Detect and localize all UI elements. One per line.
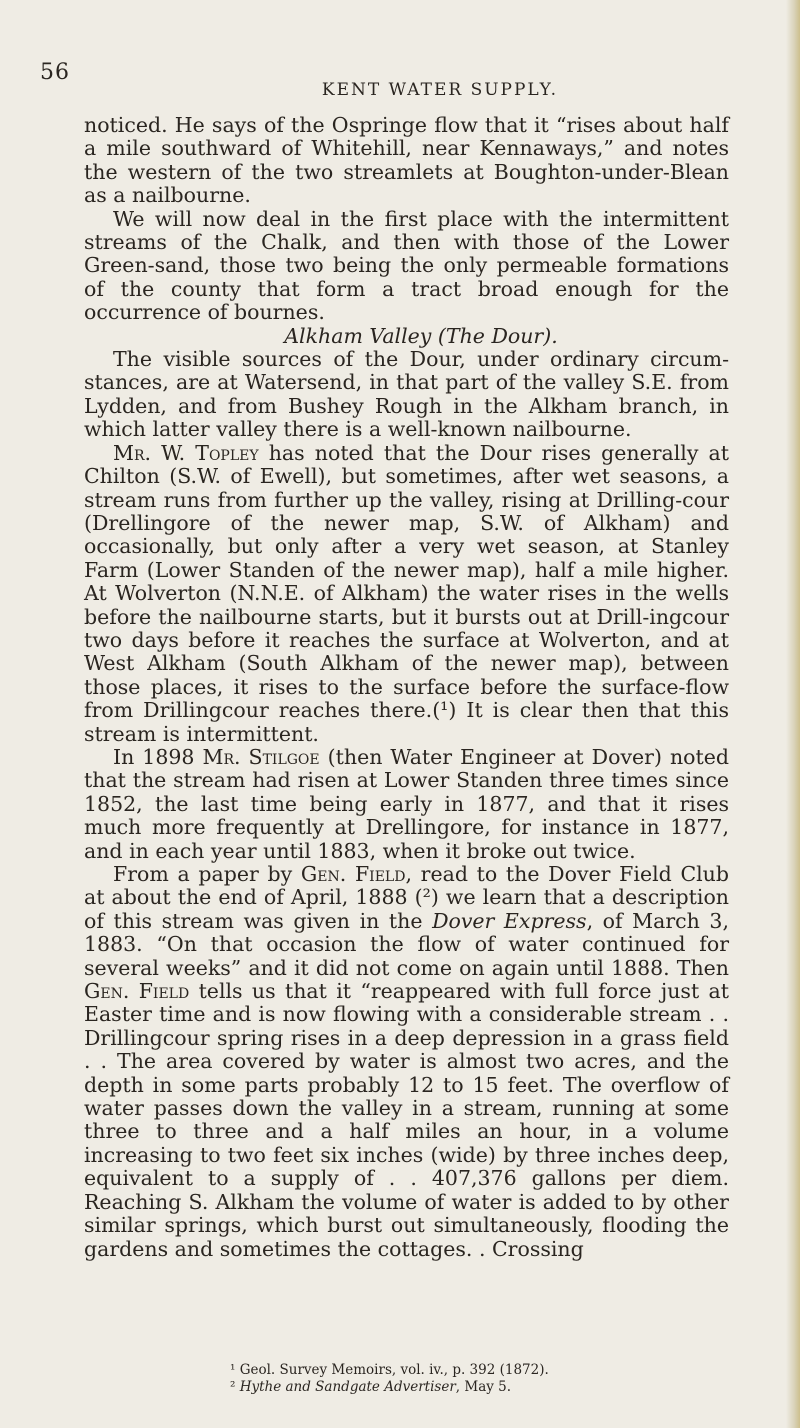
section-heading-place: Alkham Valley [284,323,432,348]
body-text [84,114,729,1261]
page-edge [786,0,800,1428]
paragraph: We will now deal in the first place with the intermittent streams of the Chalk, and then with those of the Lower Green-sand, those two being the only permeable formations of the county that form a tract broad enough for the occurrence of bournes. [84,206,729,325]
paragraph: From a paper by Gen. Field, read to the Dover Field Club at about the end of April, 1888 (²) we learn that a description of this stream was given in the Dover Express, of March 3, 1883. “On that occasion the flow of water continued for several weeks” and it did not come on again until 1888. Then Gen. Field tells us that it “reappeared with full force just at Easter time and is now flowing with a considerable stream . . Drillingcour spring rises in a deep depression in a grass field . . The area covered by water is almost two acres, and the depth in some parts probably 12 to 15 feet. The overflow of water passes down the valley in a stream, running at some three to three and a half miles an hour, in a volume increasing to two feet six inches (wide) by three inches deep, equivalent to a supply of . . 407,376 gallons per diem. Reaching S. Alkham the volume of water is added to by other similar springs, which burst out simultaneously, flooding the gardens and sometimes the cottages. . Crossing [84,862,730,1261]
paragraph: noticed. He says of the Ospringe flow that it “rises about half a mile southward of Whitehill, near Kennaways,” and notes the western of the two streamlets at Boughton-under-Blean as a nailbourne. [84,113,729,208]
page-number: 56 [40,60,70,85]
paragraph: Mr. W. Topley has noted that the Dour rises generally at Chilton (S.W. of Ewell), but sometimes, after wet seasons, a stream runs from further up the valley, rising at Drilling-cour (Drellingore of the newer map, S.W. of Alkham) and occasionally, but only after a very wet season, at Stanley Farm (Lower Standen of the newer map), half a mile higher. At Wolverton (N.N.E. of Alkham) the water rises in the wells before the nailbourne starts, but it bursts out at Drill-ingcour two days before it reaches the surface at Wolverton, and at West Alkham (South Alkham of the newer map), between those places, it rises to the surface before the surface-flow from Drillingcour reaches there.(¹) It is clear then that this stream is intermittent. [84,440,729,746]
newspaper-title: Dover Express [432,908,587,933]
person-name: Mr. Stilgoe [202,744,320,769]
paragraph: In 1898 Mr. Stilgoe (then Water Engineer at Dover) noted that the stream had risen at Lower Standen three times since 1852, the last time being early in 1877, and that it rises much more frequently at Drellingore, for instance in 1877, and in each year until 1883, when it broke out twice. [84,744,729,863]
footnote-1: ¹ Geol. Survey Memoirs, vol. iv., p. 392 (1872). [230,1362,549,1378]
person-name: Gen. Field [300,862,406,886]
footnotes [230,1362,730,1396]
footnote-ref: (²) [414,885,439,910]
section-heading [84,325,729,348]
person-name: Gen. Field [84,979,190,1004]
running-title: KENT WATER SUPPLY. [321,80,559,100]
footnote-ref: (¹) [432,698,457,723]
section-heading-river: (The Dour). [437,323,558,348]
person-name: Mr. W. Topley [113,440,259,465]
paragraph: The visible sources of the Dour, under ordinary circum-stances, are at Watersend, in that part of the valley S.E. from Lydden, and from Bushey Rough in the Alkham branch, in which latter valley there is a well-known nailbourne. [84,347,729,442]
footnote-2: ² Hythe and Sandgate Advertiser, May 5. [230,1379,512,1395]
